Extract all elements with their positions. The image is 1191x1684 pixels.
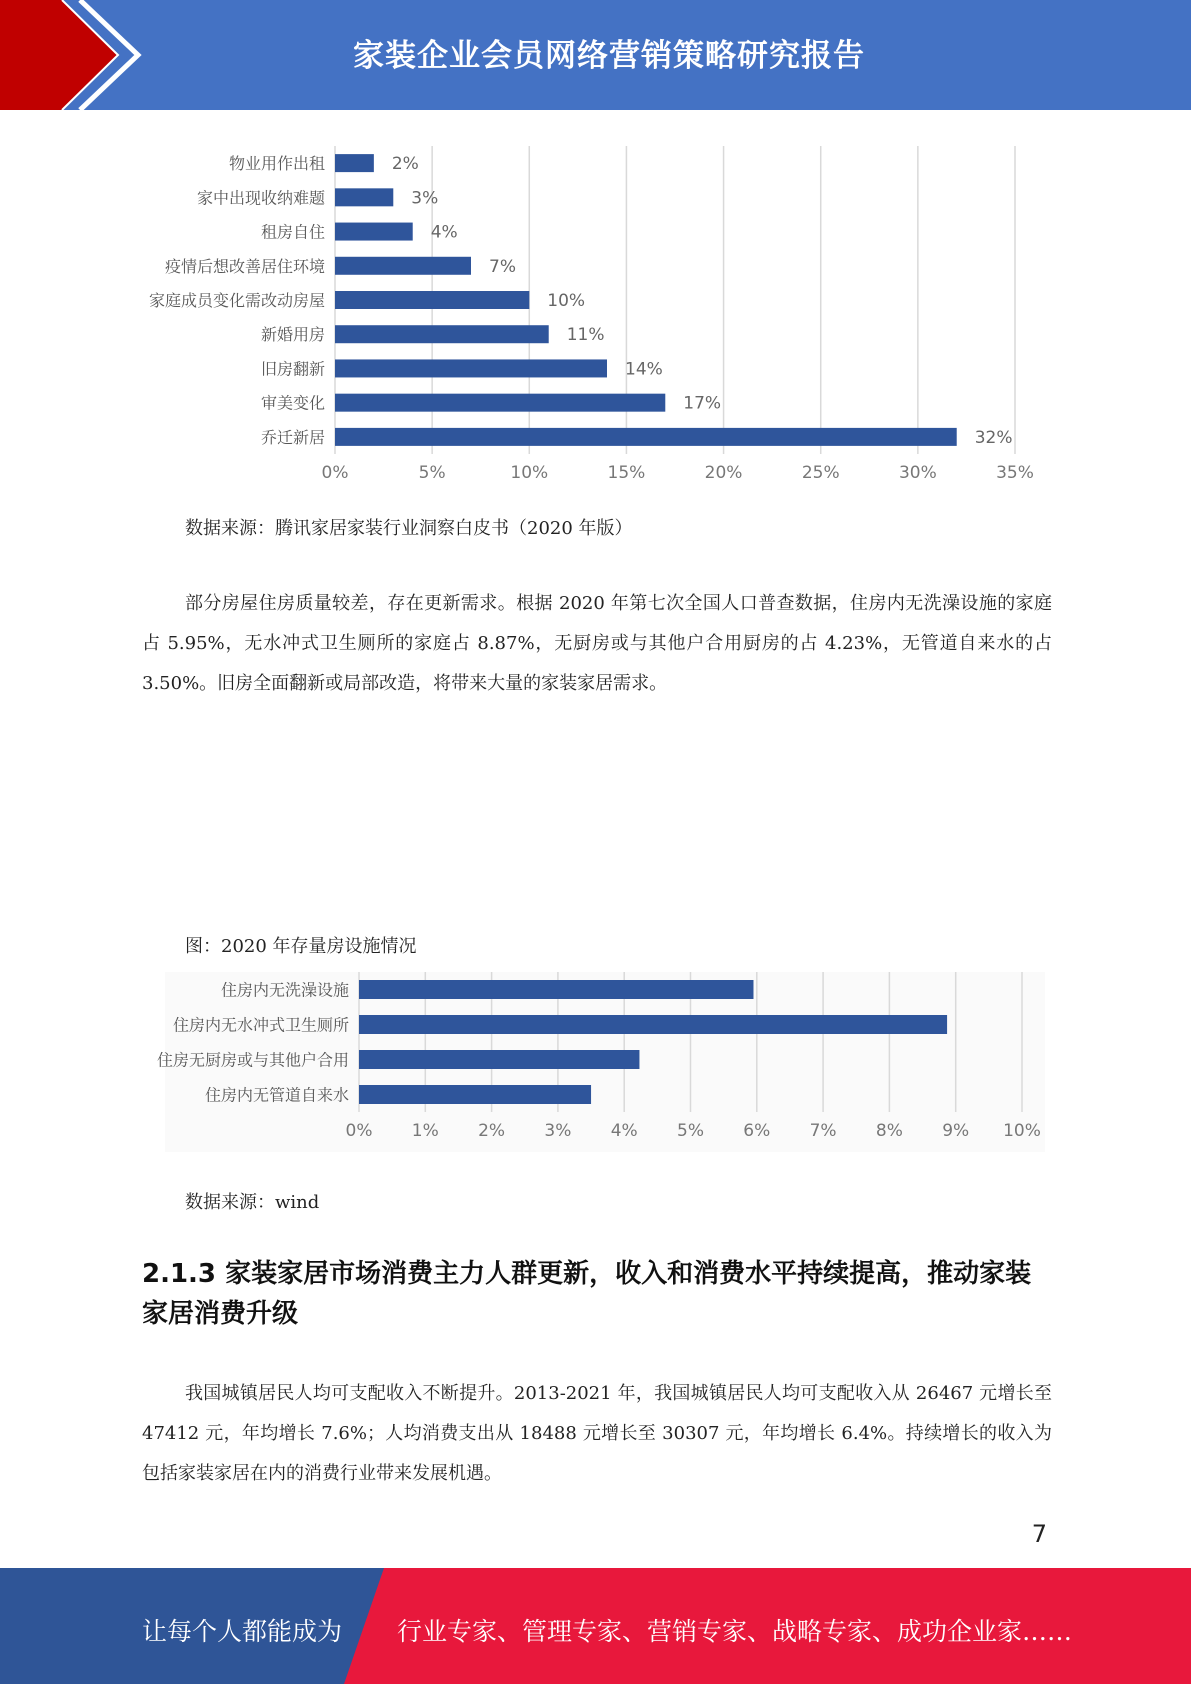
chart1-bar	[335, 154, 374, 172]
chart1-category-label: 租房自住	[260, 222, 325, 242]
chart2-x-tick-label: 10%	[1003, 1121, 1041, 1141]
chart1-category-label: 家庭成员变化需改动房屋	[148, 291, 325, 310]
page-number: 7	[1031, 1520, 1047, 1548]
chart2-bar	[359, 1015, 947, 1034]
chart1-value-label: 7%	[489, 256, 516, 277]
chart2-bar	[359, 980, 753, 999]
page-header	[0, 0, 1191, 110]
chart1-x-tick-label: 20%	[704, 463, 743, 483]
housing-facilities-chart-svg	[130, 966, 1060, 1152]
chart1-value-label: 2%	[391, 154, 419, 175]
chart1-category-label: 新婚用房	[260, 325, 325, 345]
chart1-category-label: 疫情后想改善居住环境	[164, 256, 325, 276]
page-footer	[0, 1568, 1191, 1684]
chart2-x-tick-label: 2%	[478, 1121, 506, 1141]
chart1-x-tick-label: 15%	[607, 463, 646, 483]
chart2-x-tick-label: 5%	[677, 1121, 704, 1141]
section-heading-2-1-3: 2.1.3 家装家居市场消费主力人群更新，收入和消费水平持续提高，推动家装家居消费升级	[142, 1259, 1032, 1329]
chart1-bar	[335, 325, 549, 343]
chart1-x-tick-label: 25%	[801, 463, 840, 483]
chart1-value-label: 10%	[547, 291, 586, 311]
paragraph-income-growth: 我国城镇居民人均可支配收入不断提升。2013-2021 年，我国城镇居民人均可支配收入从 26467 元增长至 47412 元，年均增长 7.6%；人均消费支出从 18488 元增长至 30307 元，年均增长 6.4%。持续增长的收入为包括家装家居在内的消费行业带来发展机遇。	[142, 1383, 1052, 1484]
chart1-x-tick-label: 5%	[418, 463, 446, 483]
chart1-bar	[335, 257, 471, 275]
chart1-source: 数据来源：腾讯家居家装行业洞察白皮书（2020 年版）	[185, 518, 633, 539]
chart2-bar	[359, 1050, 639, 1069]
chart1-bar	[335, 188, 393, 206]
chart2-title: 图：2020 年存量房设施情况	[185, 936, 417, 957]
chart2-x-tick-label: 8%	[875, 1121, 903, 1141]
chart2-x-tick-label: 7%	[809, 1121, 837, 1141]
chart2-x-tick-label: 1%	[411, 1121, 439, 1141]
chart1-x-tick-label: 30%	[898, 463, 937, 483]
footer-slogan-left: 让每个人都能成为	[142, 1617, 343, 1646]
chart1-x-tick-label: 0%	[321, 463, 349, 483]
chart2-x-tick-label: 9%	[942, 1121, 970, 1141]
chart1-value-label: 32%	[974, 427, 1013, 448]
chart2-source: 数据来源：wind	[185, 1192, 320, 1213]
chart1-category-label: 乔迁新居	[260, 427, 325, 447]
chart2-x-tick-label: 3%	[544, 1121, 572, 1141]
chart1-x-tick-label: 10%	[510, 463, 549, 483]
chart2-category-label: 住房无厨房或与其他户合用	[156, 1050, 349, 1070]
chart1-bar	[335, 394, 665, 412]
chart1-value-label: 14%	[625, 359, 663, 380]
chart1-category-label: 家中出现收纳难题	[196, 188, 325, 208]
chart1-bar	[335, 223, 413, 241]
renovation-reasons-chart	[130, 140, 1060, 500]
chart1-value-label: 3%	[411, 188, 439, 209]
chart1-category-label: 审美变化	[260, 393, 325, 413]
chart1-value-label: 11%	[566, 325, 605, 346]
chart1-bar	[335, 359, 607, 377]
chart1-value-label: 4%	[430, 222, 458, 243]
chart2-x-tick-label: 4%	[610, 1121, 638, 1141]
chart2-x-tick-label: 0%	[345, 1121, 373, 1141]
housing-facilities-chart	[130, 966, 1060, 1152]
chart2-bar	[359, 1085, 591, 1104]
report-title: 家装企业会员网络营销策略研究报告	[353, 38, 865, 74]
chart1-category-label: 物业用作出租	[228, 154, 325, 174]
paragraph-housing-quality: 部分房屋住房质量较差，存在更新需求。根据 2020 年第七次全国人口普查数据，住房内无洗澡设施的家庭占 5.95%，无水冲式卫生厕所的家庭占 8.87%，无厨房或与其他户合用厨房的占 4.23%，无管道自来水的占 3.50%。旧房全面翻新或局部改造，将带来大量的家装家居需求。	[142, 593, 1052, 694]
chart1-bar	[335, 291, 529, 309]
chart2-category-label: 住房内无管道自来水	[204, 1085, 349, 1105]
chart2-x-tick-label: 6%	[743, 1121, 771, 1141]
renovation-reasons-chart-svg	[130, 140, 1060, 500]
footer-slogan-right: 行业专家、管理专家、营销专家、战略专家、成功企业家……	[397, 1617, 1073, 1646]
chart1-category-label: 旧房翻新	[260, 359, 325, 379]
chart1-x-tick-label: 35%	[996, 463, 1034, 483]
chart1-bar	[335, 428, 957, 446]
chart2-category-label: 住房内无洗澡设施	[220, 980, 349, 1000]
chart2-category-label: 住房内无水冲式卫生厕所	[172, 1015, 349, 1035]
chart1-value-label: 17%	[683, 393, 722, 414]
